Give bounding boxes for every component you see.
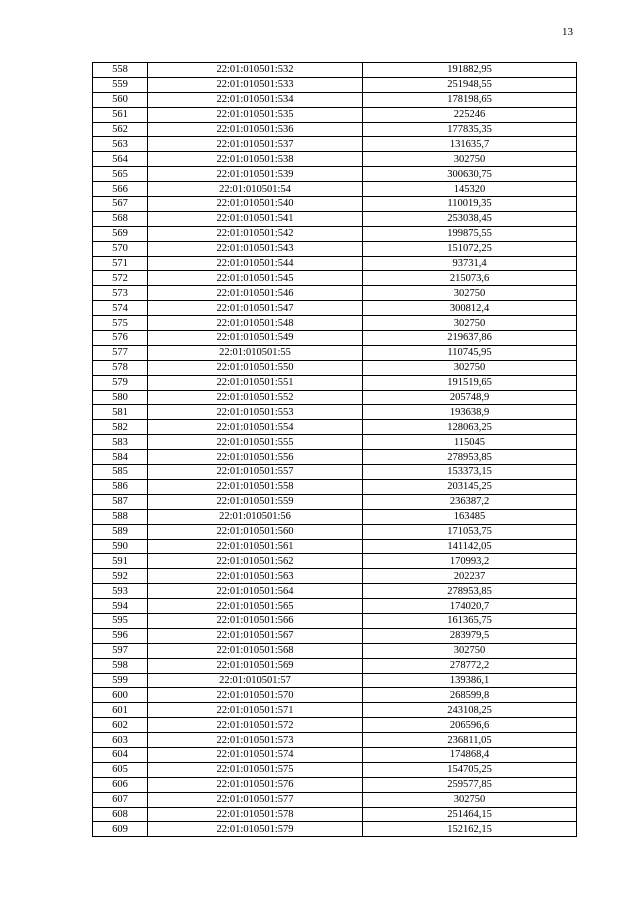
row-number-cell: 578 [93, 360, 148, 375]
row-number-cell: 600 [93, 688, 148, 703]
value-cell: 153373,15 [363, 465, 577, 480]
cadastral-number-cell: 22:01:010501:569 [148, 658, 363, 673]
row-number-cell: 586 [93, 479, 148, 494]
table-row [93, 450, 577, 465]
cadastral-number-cell: 22:01:010501:571 [148, 703, 363, 718]
page-number: 13 [562, 26, 573, 38]
table-row [93, 733, 577, 748]
cadastral-number-cell: 22:01:010501:55 [148, 345, 363, 360]
value-cell: 115045 [363, 435, 577, 450]
cadastral-number-cell: 22:01:010501:552 [148, 390, 363, 405]
table-row [93, 420, 577, 435]
row-number-cell: 589 [93, 524, 148, 539]
row-number-cell: 597 [93, 643, 148, 658]
table-row [93, 703, 577, 718]
row-number-cell: 580 [93, 390, 148, 405]
row-number-cell: 566 [93, 182, 148, 197]
table-row [93, 63, 577, 78]
table-row [93, 628, 577, 643]
row-number-cell: 592 [93, 569, 148, 584]
table-row [93, 465, 577, 480]
cadastral-number-cell: 22:01:010501:543 [148, 241, 363, 256]
row-number-cell: 606 [93, 777, 148, 792]
table-row [93, 256, 577, 271]
value-cell: 151072,25 [363, 241, 577, 256]
table-row [93, 137, 577, 152]
value-cell: 236387,2 [363, 494, 577, 509]
value-cell: 268599,8 [363, 688, 577, 703]
cadastral-number-cell: 22:01:010501:56 [148, 509, 363, 524]
row-number-cell: 595 [93, 613, 148, 628]
value-cell: 302750 [363, 792, 577, 807]
table-row [93, 539, 577, 554]
cadastral-number-cell: 22:01:010501:548 [148, 316, 363, 331]
table-row [93, 345, 577, 360]
table-row [93, 122, 577, 137]
value-cell: 163485 [363, 509, 577, 524]
row-number-cell: 572 [93, 271, 148, 286]
table-row [93, 301, 577, 316]
row-number-cell: 574 [93, 301, 148, 316]
row-number-cell: 569 [93, 226, 148, 241]
cadastral-number-cell: 22:01:010501:578 [148, 807, 363, 822]
cadastral-number-cell: 22:01:010501:54 [148, 182, 363, 197]
value-cell: 193638,9 [363, 405, 577, 420]
cadastral-number-cell: 22:01:010501:536 [148, 122, 363, 137]
row-number-cell: 590 [93, 539, 148, 554]
value-cell: 205748,9 [363, 390, 577, 405]
value-cell: 278953,85 [363, 450, 577, 465]
table-row [93, 822, 577, 837]
value-cell: 178198,65 [363, 92, 577, 107]
row-number-cell: 609 [93, 822, 148, 837]
row-number-cell: 608 [93, 807, 148, 822]
table-row [93, 435, 577, 450]
table-row [93, 718, 577, 733]
table-row [93, 405, 577, 420]
table-row [93, 688, 577, 703]
cadastral-number-cell: 22:01:010501:549 [148, 331, 363, 346]
table-row [93, 524, 577, 539]
value-cell: 93731,4 [363, 256, 577, 271]
table-row [93, 658, 577, 673]
value-cell: 110019,35 [363, 197, 577, 212]
value-cell: 170993,2 [363, 554, 577, 569]
table-row [93, 584, 577, 599]
value-cell: 139386,1 [363, 673, 577, 688]
table-row [93, 77, 577, 92]
table-row [93, 390, 577, 405]
table-row [93, 762, 577, 777]
table-row [93, 152, 577, 167]
cadastral-number-cell: 22:01:010501:534 [148, 92, 363, 107]
value-cell: 302750 [363, 360, 577, 375]
row-number-cell: 601 [93, 703, 148, 718]
value-cell: 302750 [363, 643, 577, 658]
value-cell: 145320 [363, 182, 577, 197]
cadastral-number-cell: 22:01:010501:556 [148, 450, 363, 465]
cadastral-number-cell: 22:01:010501:553 [148, 405, 363, 420]
table-row [93, 494, 577, 509]
value-cell: 191519,65 [363, 375, 577, 390]
table-row [93, 286, 577, 301]
row-number-cell: 563 [93, 137, 148, 152]
table-row [93, 613, 577, 628]
value-cell: 128063,25 [363, 420, 577, 435]
value-cell: 302750 [363, 286, 577, 301]
cadastral-number-cell: 22:01:010501:560 [148, 524, 363, 539]
row-number-cell: 604 [93, 747, 148, 762]
value-cell: 283979,5 [363, 628, 577, 643]
value-cell: 171053,75 [363, 524, 577, 539]
row-number-cell: 581 [93, 405, 148, 420]
table-body [93, 63, 577, 837]
cadastral-number-cell: 22:01:010501:547 [148, 301, 363, 316]
value-cell: 203145,25 [363, 479, 577, 494]
row-number-cell: 575 [93, 316, 148, 331]
cadastral-number-cell: 22:01:010501:575 [148, 762, 363, 777]
table-row [93, 271, 577, 286]
row-number-cell: 588 [93, 509, 148, 524]
table-row [93, 331, 577, 346]
table-row [93, 554, 577, 569]
table-row [93, 375, 577, 390]
value-cell: 177835,35 [363, 122, 577, 137]
value-cell: 300812,4 [363, 301, 577, 316]
row-number-cell: 577 [93, 345, 148, 360]
cadastral-number-cell: 22:01:010501:535 [148, 107, 363, 122]
cadastral-number-cell: 22:01:010501:563 [148, 569, 363, 584]
row-number-cell: 594 [93, 599, 148, 614]
value-cell: 251464,15 [363, 807, 577, 822]
table-row [93, 316, 577, 331]
row-number-cell: 602 [93, 718, 148, 733]
value-cell: 300630,75 [363, 167, 577, 182]
cadastral-number-cell: 22:01:010501:576 [148, 777, 363, 792]
value-cell: 174020,7 [363, 599, 577, 614]
cadastral-number-cell: 22:01:010501:541 [148, 211, 363, 226]
cadastral-number-cell: 22:01:010501:539 [148, 167, 363, 182]
cadastral-number-cell: 22:01:010501:558 [148, 479, 363, 494]
value-cell: 141142,05 [363, 539, 577, 554]
cadastral-number-cell: 22:01:010501:570 [148, 688, 363, 703]
cadastral-number-cell: 22:01:010501:533 [148, 77, 363, 92]
table-row [93, 777, 577, 792]
table-row [93, 792, 577, 807]
cadastral-number-cell: 22:01:010501:557 [148, 465, 363, 480]
value-cell: 302750 [363, 316, 577, 331]
cadastral-number-cell: 22:01:010501:538 [148, 152, 363, 167]
value-cell: 110745,95 [363, 345, 577, 360]
row-number-cell: 599 [93, 673, 148, 688]
row-number-cell: 571 [93, 256, 148, 271]
cadastral-number-cell: 22:01:010501:540 [148, 197, 363, 212]
table-row [93, 807, 577, 822]
cadastral-number-cell: 22:01:010501:561 [148, 539, 363, 554]
table-row [93, 643, 577, 658]
cadastral-number-cell: 22:01:010501:555 [148, 435, 363, 450]
row-number-cell: 562 [93, 122, 148, 137]
table-row [93, 107, 577, 122]
row-number-cell: 596 [93, 628, 148, 643]
table-row [93, 211, 577, 226]
value-cell: 215073,6 [363, 271, 577, 286]
value-cell: 191882,95 [363, 63, 577, 78]
row-number-cell: 583 [93, 435, 148, 450]
value-cell: 278953,85 [363, 584, 577, 599]
value-cell: 152162,15 [363, 822, 577, 837]
cadastral-number-cell: 22:01:010501:568 [148, 643, 363, 658]
cadastral-number-cell: 22:01:010501:57 [148, 673, 363, 688]
table-row [93, 569, 577, 584]
cadastral-number-cell: 22:01:010501:554 [148, 420, 363, 435]
row-number-cell: 568 [93, 211, 148, 226]
value-cell: 219637,86 [363, 331, 577, 346]
row-number-cell: 585 [93, 465, 148, 480]
table-row [93, 241, 577, 256]
row-number-cell: 564 [93, 152, 148, 167]
value-cell: 199875,55 [363, 226, 577, 241]
cadastral-number-cell: 22:01:010501:537 [148, 137, 363, 152]
table-row [93, 360, 577, 375]
value-cell: 278772,2 [363, 658, 577, 673]
cadastral-number-cell: 22:01:010501:542 [148, 226, 363, 241]
cadastral-number-cell: 22:01:010501:574 [148, 747, 363, 762]
row-number-cell: 603 [93, 733, 148, 748]
row-number-cell: 582 [93, 420, 148, 435]
cadastral-number-cell: 22:01:010501:565 [148, 599, 363, 614]
row-number-cell: 560 [93, 92, 148, 107]
row-number-cell: 567 [93, 197, 148, 212]
value-cell: 206596,6 [363, 718, 577, 733]
table-row [93, 479, 577, 494]
cadastral-number-cell: 22:01:010501:577 [148, 792, 363, 807]
table-row [93, 182, 577, 197]
value-cell: 225246 [363, 107, 577, 122]
value-cell: 251948,55 [363, 77, 577, 92]
row-number-cell: 558 [93, 63, 148, 78]
cadastral-number-cell: 22:01:010501:567 [148, 628, 363, 643]
row-number-cell: 576 [93, 331, 148, 346]
cadastral-number-cell: 22:01:010501:566 [148, 613, 363, 628]
cadastral-number-cell: 22:01:010501:573 [148, 733, 363, 748]
row-number-cell: 598 [93, 658, 148, 673]
table-row [93, 197, 577, 212]
cadastral-number-cell: 22:01:010501:544 [148, 256, 363, 271]
cadastral-value-table [92, 62, 577, 837]
value-cell: 236811,05 [363, 733, 577, 748]
cadastral-number-cell: 22:01:010501:550 [148, 360, 363, 375]
value-cell: 154705,25 [363, 762, 577, 777]
row-number-cell: 573 [93, 286, 148, 301]
value-cell: 243108,25 [363, 703, 577, 718]
cadastral-number-cell: 22:01:010501:532 [148, 63, 363, 78]
value-cell: 202237 [363, 569, 577, 584]
table-row [93, 226, 577, 241]
table-row [93, 747, 577, 762]
value-cell: 259577,85 [363, 777, 577, 792]
row-number-cell: 587 [93, 494, 148, 509]
cadastral-number-cell: 22:01:010501:545 [148, 271, 363, 286]
cadastral-number-cell: 22:01:010501:551 [148, 375, 363, 390]
value-cell: 302750 [363, 152, 577, 167]
value-cell: 253038,45 [363, 211, 577, 226]
table-row [93, 92, 577, 107]
table-row [93, 167, 577, 182]
value-cell: 174868,4 [363, 747, 577, 762]
cadastral-number-cell: 22:01:010501:559 [148, 494, 363, 509]
row-number-cell: 607 [93, 792, 148, 807]
cadastral-number-cell: 22:01:010501:562 [148, 554, 363, 569]
row-number-cell: 605 [93, 762, 148, 777]
row-number-cell: 565 [93, 167, 148, 182]
cadastral-number-cell: 22:01:010501:579 [148, 822, 363, 837]
value-cell: 161365,75 [363, 613, 577, 628]
row-number-cell: 559 [93, 77, 148, 92]
row-number-cell: 584 [93, 450, 148, 465]
cadastral-number-cell: 22:01:010501:564 [148, 584, 363, 599]
table-row [93, 509, 577, 524]
row-number-cell: 561 [93, 107, 148, 122]
row-number-cell: 570 [93, 241, 148, 256]
table-row [93, 673, 577, 688]
cadastral-number-cell: 22:01:010501:572 [148, 718, 363, 733]
row-number-cell: 579 [93, 375, 148, 390]
row-number-cell: 593 [93, 584, 148, 599]
cadastral-number-cell: 22:01:010501:546 [148, 286, 363, 301]
value-cell: 131635,7 [363, 137, 577, 152]
row-number-cell: 591 [93, 554, 148, 569]
table-row [93, 599, 577, 614]
